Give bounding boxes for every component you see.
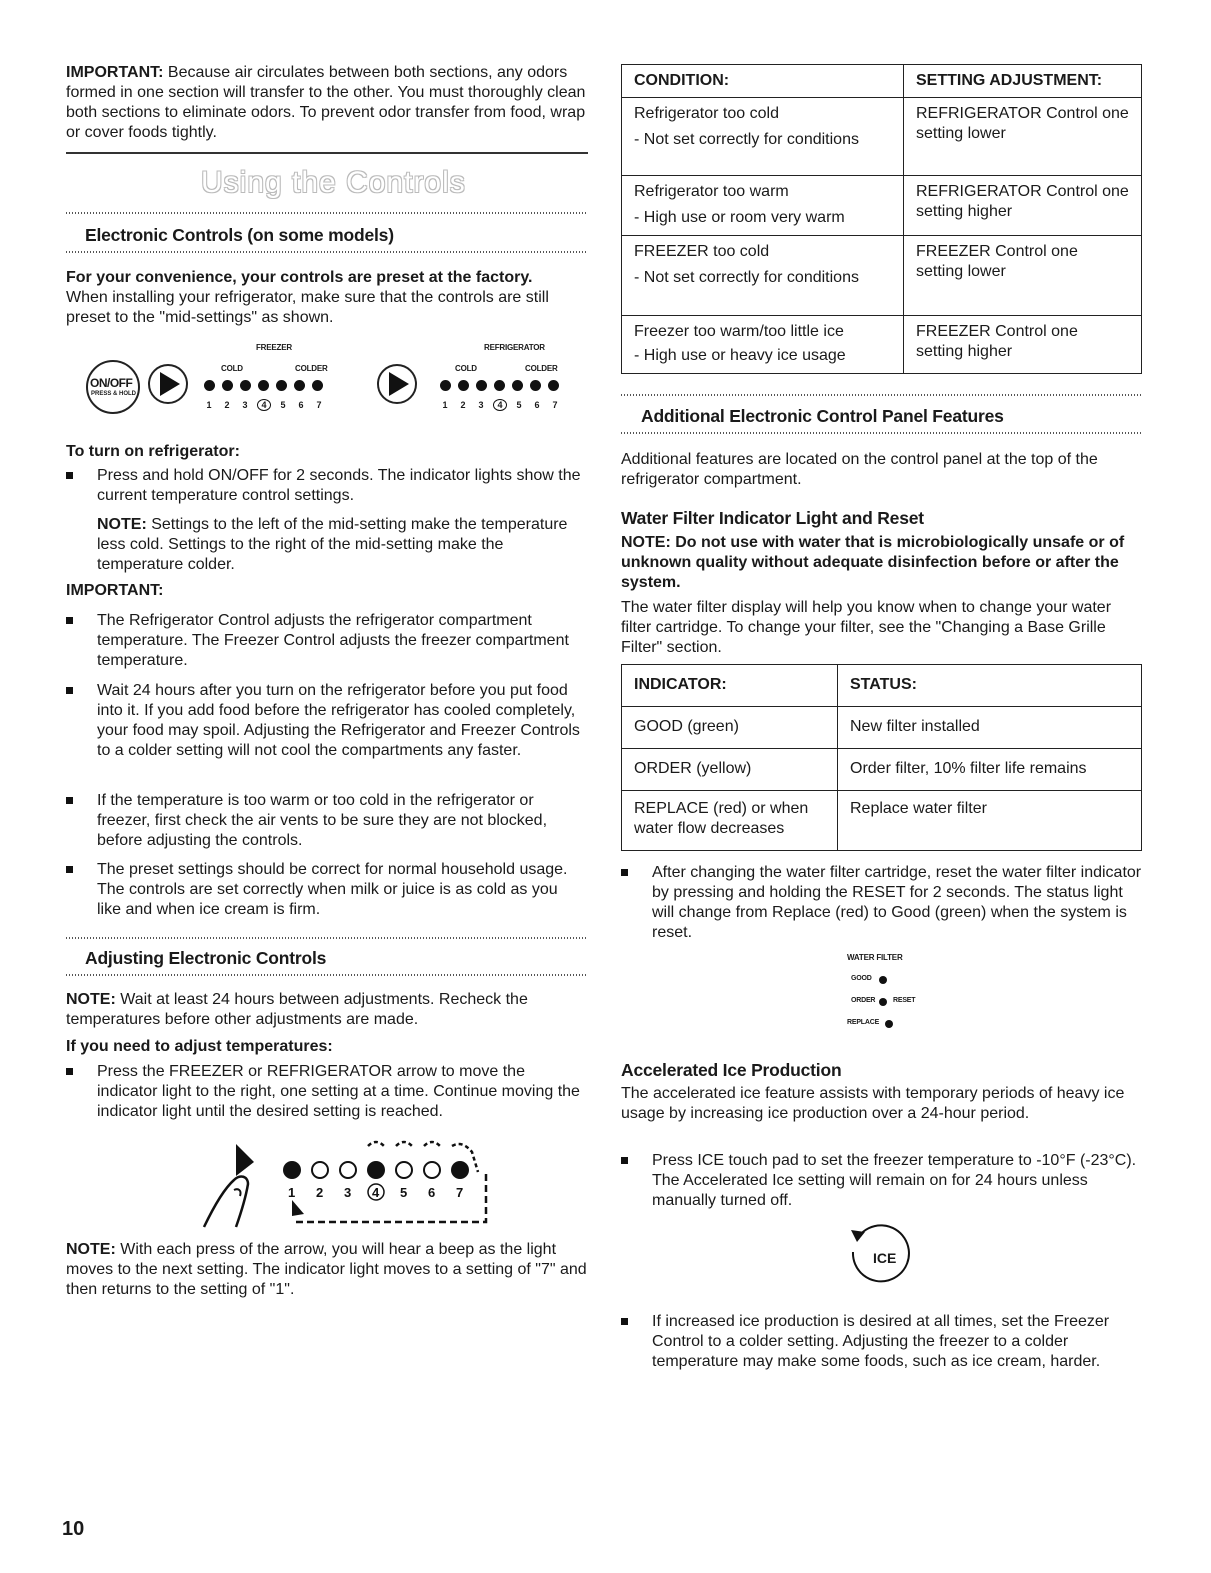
- turn-on-heading: To turn on refrigerator:: [66, 443, 240, 460]
- table-row: [622, 749, 1142, 791]
- table-cell: FREEZER Control one setting lower: [904, 236, 1142, 316]
- list-item: The preset settings should be correct for normal household usage. The controls are set correctly when milk or juice is as cold as you like and when ice cream is firm.: [66, 860, 586, 920]
- adjust-note: NOTE: Wait at least 24 hours between adjustments. Recheck the temperatures before other adjustments are made.: [66, 991, 528, 1028]
- replace-label: REPLACE: [847, 1019, 880, 1026]
- refrigerator-indicator-lights: [440, 378, 566, 396]
- table-header-row: [622, 665, 1142, 707]
- freezer-setting-numbers: 1 2 3 4 5 6 7: [206, 400, 322, 410]
- water-filter-heading: Water Filter Indicator Light and Reset: [621, 508, 924, 528]
- divider: [66, 974, 588, 976]
- list-item: Press ICE touch pad to set the freezer temperature to -10°F (-23°C). The Accelerated Ice setting will remain on for 24 hours unless manually turned off.: [621, 1151, 1142, 1211]
- list-item: If increased ice production is desired at all times, set the Freezer Control to a colder setting. Adjusting the freezer to a colder temperature may make some foods, such as ice cream, harder.: [621, 1312, 1142, 1372]
- water-filter-text: The water filter display will help you know when to change your water filter cartridge. To change your filter, see the "Changing a Base Grille Filter" section.: [621, 599, 1112, 656]
- table-cell: Freezer too warm/too little ice - High use or heavy ice usage: [622, 316, 904, 374]
- freezer-colder-label: COLDER: [295, 364, 328, 373]
- table-cell: Replace water filter: [838, 791, 1142, 851]
- table-row: [622, 176, 1142, 236]
- section-rule: [66, 152, 588, 154]
- table-row: [622, 316, 1142, 374]
- list-item: Press the FREEZER or REFRIGERATOR arrow to move the indicator light to the right, one setting at a time. Continue moving the indicator light until the desired setting is reached.: [66, 1062, 586, 1122]
- table-cell: New filter installed: [838, 707, 1142, 749]
- table-header: STATUS:: [838, 665, 1142, 707]
- table-cell: GOOD (green): [622, 707, 838, 749]
- water-filter-title: WATER FILTER: [847, 953, 903, 962]
- refrigerator-cold-label: COLD: [455, 364, 477, 373]
- right-arrow-icon: [150, 366, 186, 402]
- table-header-row: [622, 65, 1142, 98]
- final-note: NOTE: With each press of the arrow, you will hear a beep as the light moves to the next setting. The indicator light moves to a setting of "7" and then returns to the setting of "1".: [66, 1241, 587, 1298]
- list-item: Wait 24 hours after you turn on the refrigerator before you put food into it. If you add food before the refrigerator has cooled completely, your food may spoil. Adjusting the Refrigerator and Freezer Controls to a colder setting will not cool the compartments any faster.: [66, 681, 586, 761]
- svg-text:7: 7: [456, 1185, 464, 1200]
- arrow-press-illustration: [196, 1132, 516, 1232]
- preset-bold-text: For your convenience, your controls are preset at the factory.: [66, 269, 533, 286]
- freezer-label: FREEZER: [256, 343, 292, 352]
- finger-press-icon: [196, 1132, 516, 1232]
- table-cell: REFRIGERATOR Control one setting higher: [904, 176, 1142, 236]
- refrigerator-arrow-button[interactable]: [377, 364, 417, 404]
- table-cell: REPLACE (red) or when water flow decreases: [622, 791, 838, 851]
- list-item: If the temperature is too warm or too cold in the refrigerator or freezer, first check the air vents to be sure they are not blocked, before adjusting the controls.: [66, 791, 586, 851]
- ice-button[interactable]: [839, 1222, 931, 1284]
- intro-paragraph: IMPORTANT: Because air circulates between both sections, any odors formed in one section will transfer to the other. You must thoroughly clean both sections to eliminate odors. To prevent odor transfer from food, wrap or cover foods tightly.: [66, 64, 586, 141]
- indicator-table: [621, 664, 1142, 851]
- additional-text: Additional features are located on the control panel at the top of the refrigerator compartment.: [621, 451, 1098, 488]
- onoff-label: ON/OFF: [90, 376, 133, 390]
- preset-text: When installing your refrigerator, make sure that the controls are still preset to the "mid-settings" as shown.: [66, 289, 549, 326]
- list-item: After changing the water filter cartridge, reset the water filter indicator by pressing and holding the RESET for 2 seconds. The status light will change from Replace (red) to Good (green) when the system is reset.: [621, 863, 1142, 943]
- freezer-indicator-lights: [204, 378, 330, 396]
- water-filter-panel: [847, 953, 957, 1033]
- svg-text:3: 3: [344, 1185, 352, 1200]
- table-cell: Refrigerator too cold - Not set correctly for conditions: [622, 98, 904, 176]
- additional-features-heading: Additional Electronic Control Panel Features: [641, 406, 1004, 426]
- order-indicator-light: [879, 998, 887, 1006]
- table-cell: FREEZER Control one setting higher: [904, 316, 1142, 374]
- good-indicator-light: [879, 976, 887, 984]
- table-cell: Refrigerator too warm - High use or room very warm: [622, 176, 904, 236]
- list-item: The Refrigerator Control adjusts the refrigerator compartment temperature. The Freezer Control adjusts the freezer compartment temperature.: [66, 611, 586, 671]
- freezer-cold-label: COLD: [221, 364, 243, 373]
- water-filter-note: NOTE: Do not use with water that is microbiologically unsafe or of unknown quality without adequate disinfection before or after the system.: [621, 534, 1125, 591]
- condition-table: [621, 64, 1142, 374]
- ice-button-label: ICE: [873, 1250, 897, 1266]
- svg-text:1: 1: [288, 1185, 296, 1200]
- refrigerator-label: REFRIGERATOR: [484, 343, 545, 352]
- good-label: GOOD: [851, 975, 872, 982]
- table-row: [622, 707, 1142, 749]
- svg-text:2: 2: [316, 1185, 324, 1200]
- table-header: CONDITION:: [622, 65, 904, 98]
- divider: [66, 251, 588, 253]
- electronic-controls-heading: Electronic Controls (on some models): [85, 225, 394, 245]
- reset-button[interactable]: RESET: [893, 997, 916, 1004]
- control-panel-illustration: [84, 340, 589, 420]
- svg-text:6: 6: [428, 1185, 436, 1200]
- svg-text:5: 5: [400, 1185, 408, 1200]
- table-header: INDICATOR:: [622, 665, 838, 707]
- divider: [66, 212, 588, 214]
- table-row: [622, 236, 1142, 316]
- if-need-heading: If you need to adjust temperatures:: [66, 1038, 333, 1055]
- table-row: [622, 98, 1142, 176]
- section-title: Using the Controls: [201, 166, 466, 199]
- table-cell: ORDER (yellow): [622, 749, 838, 791]
- refrigerator-setting-numbers: 1 2 3 4 5 6 7: [442, 400, 558, 410]
- adjusting-heading: Adjusting Electronic Controls: [85, 948, 327, 968]
- divider: [66, 937, 588, 939]
- replace-indicator-light: [885, 1020, 893, 1028]
- note-paragraph: NOTE: Settings to the left of the mid-setting make the temperature less cold. Settings to the right of the mid-setting make the temperature colder.: [97, 516, 568, 573]
- press-hold-label: PRESS & HOLD: [91, 391, 137, 397]
- svg-text:4: 4: [372, 1185, 380, 1200]
- table-header: SETTING ADJUSTMENT:: [904, 65, 1142, 98]
- page-number: 10: [62, 1518, 85, 1540]
- onoff-button[interactable]: [86, 360, 140, 414]
- table-row: [622, 791, 1142, 851]
- accelerated-ice-heading: Accelerated Ice Production: [621, 1060, 842, 1080]
- right-arrow-icon: [379, 366, 415, 402]
- list-item: Press and hold ON/OFF for 2 seconds. The indicator lights show the current temperature control settings.: [66, 466, 586, 506]
- table-cell: REFRIGERATOR Control one setting lower: [904, 98, 1142, 176]
- important-heading: IMPORTANT:: [66, 582, 164, 599]
- refrigerator-colder-label: COLDER: [525, 364, 558, 373]
- order-label: ORDER: [851, 997, 876, 1004]
- accelerated-ice-text: The accelerated ice feature assists with temporary periods of heavy ice usage by increasing ice production over a 24-hour period.: [621, 1085, 1125, 1122]
- table-cell: FREEZER too cold - Not set correctly for conditions: [622, 236, 904, 316]
- divider: [621, 394, 1143, 396]
- divider: [621, 432, 1143, 434]
- table-cell: Order filter, 10% filter life remains: [838, 749, 1142, 791]
- freezer-arrow-button[interactable]: [148, 364, 188, 404]
